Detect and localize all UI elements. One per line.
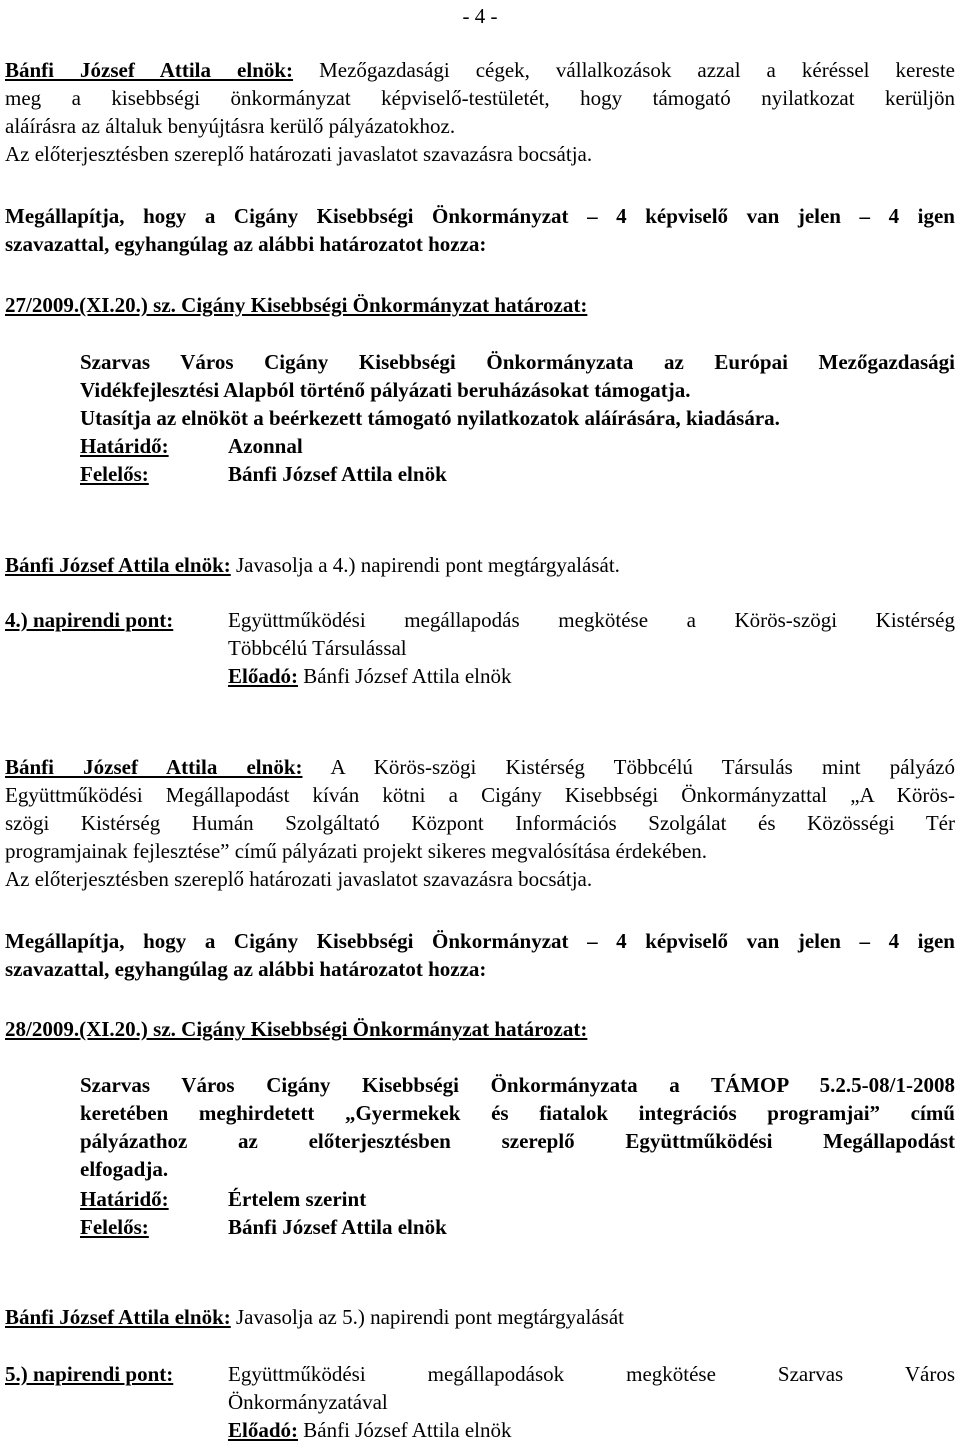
agenda-label: 4.) napirendi pont: <box>5 608 174 632</box>
agenda-title: Együttműködési megállapodás megkötése a Körös-szögi Kistérség <box>228 608 955 632</box>
agenda-label: 5.) napirendi pont: <box>5 1362 174 1386</box>
statement-line: aláírásra az általuk benyújtásra kerülő pályázatokhoz. <box>5 114 456 138</box>
presenter-name: Bánfi József Attila elnök <box>303 664 512 688</box>
speaker-label: Bánfi József Attila elnök: <box>5 58 294 82</box>
presenter-row <box>228 1416 955 1444</box>
resolution-line: Szarvas Város Cigány Kisebbségi Önkormányzata az Európai Mezőgazdasági <box>80 350 955 374</box>
statement-line: meg a kisebbségi önkormányzat képviselő-testületét, hogy támogató nyilatkozat kerüljön <box>5 86 955 110</box>
resolution-heading-28: 28/2009.(XI.20.) sz. Cigány Kisebbségi Önkormányzat határozat: <box>5 1017 588 1041</box>
resolution-line: Szarvas Város Cigány Kisebbségi Önkormányzata a TÁMOP 5.2.5-08/1-2008 <box>80 1073 955 1097</box>
statement-line <box>5 753 955 781</box>
statement-line: szögi Kistérség Humán Szolgáltató Központ Információs Szolgálat és Közösségi Tér <box>5 811 955 835</box>
responsible-row <box>80 1213 955 1241</box>
responsible-value: Bánfi József Attila elnök <box>228 1215 447 1239</box>
statement-text: Javasolja a 4.) napirendi pont megtárgyalását. <box>236 553 620 577</box>
vote-line: szavazattal, egyhangúlag az alábbi határozatot hozza: <box>5 957 487 981</box>
responsible-row <box>80 460 955 488</box>
statement-line <box>5 56 955 84</box>
responsible-value: Bánfi József Attila elnök <box>228 462 447 486</box>
deadline-value: Értelem szerint <box>228 1187 367 1211</box>
resolution-heading-27: 27/2009.(XI.20.) sz. Cigány Kisebbségi Önkormányzat határozat: <box>5 293 588 317</box>
statement-line: programjainak fejlesztése” című pályázati projekt sikeres megvalósítása érdekében. <box>5 839 708 863</box>
speaker-label: Bánfi József Attila elnök: <box>5 1305 231 1329</box>
statement-line: Az előterjesztésben szereplő határozati javaslatot szavazásra bocsátja. <box>5 867 593 891</box>
statement-text: Mezőgazdasági cégek, vállalkozások azzal a kéréssel kereste <box>319 58 956 82</box>
responsible-label: Felelős: <box>80 462 149 486</box>
deadline-label: Határidő: <box>80 434 169 458</box>
deadline-value: Azonnal <box>228 434 303 458</box>
speaker-label: Bánfi József Attila elnök: <box>5 553 231 577</box>
page-number: - 4 - <box>462 4 498 28</box>
chair-statement-2 <box>5 551 955 579</box>
statement-text: Javasolja az 5.) napirendi pont megtárgyalását <box>236 1305 624 1329</box>
resolution-line: elfogadja. <box>80 1157 169 1181</box>
agenda-title: Együttműködési megállapodások megkötése Szarvas Város <box>228 1362 955 1386</box>
resolution-line: Vidékfejlesztési Alapból történő pályázati beruházásokat támogatja. <box>80 378 691 402</box>
presenter-row <box>228 662 955 690</box>
deadline-label: Határidő: <box>80 1187 169 1211</box>
agenda-title: Többcélú Társulással <box>228 636 407 660</box>
deadline-row <box>80 1185 955 1213</box>
chair-statement-4 <box>5 1303 955 1331</box>
deadline-row <box>80 432 955 460</box>
presenter-label: Előadó: <box>228 664 299 688</box>
responsible-label: Felelős: <box>80 1215 149 1239</box>
agenda-title: Önkormányzatával <box>228 1390 388 1414</box>
speaker-label: Bánfi József Attila elnök: <box>5 755 303 779</box>
presenter-label: Előadó: <box>228 1418 299 1442</box>
statement-line: Együttműködési Megállapodást kíván kötni a Cigány Kisebbségi Önkormányzattal „A Körös- <box>5 783 955 807</box>
vote-line: Megállapítja, hogy a Cigány Kisebbségi Önkormányzat – 4 képviselő van jelen – 4 igen <box>5 204 955 228</box>
resolution-line: pályázathoz az előterjesztésben szereplő Együttműködési Megállapodást <box>80 1129 955 1153</box>
statement-line: Az előterjesztésben szereplő határozati javaslatot szavazásra bocsátja. <box>5 142 593 166</box>
resolution-line: Utasítja az elnököt a beérkezett támogató nyilatkozatok aláírására, kiadására. <box>80 406 780 430</box>
presenter-name: Bánfi József Attila elnök <box>303 1418 512 1442</box>
resolution-line: keretében meghirdetett „Gyermekek és fiatalok integrációs programjai” című <box>80 1101 955 1125</box>
vote-line: Megállapítja, hogy a Cigány Kisebbségi Önkormányzat – 4 képviselő van jelen – 4 igen <box>5 929 955 953</box>
statement-text: A Körös-szögi Kistérség Többcélú Társulás mint pályázó <box>330 755 955 779</box>
vote-line: szavazattal, egyhangúlag az alábbi határozatot hozza: <box>5 232 487 256</box>
